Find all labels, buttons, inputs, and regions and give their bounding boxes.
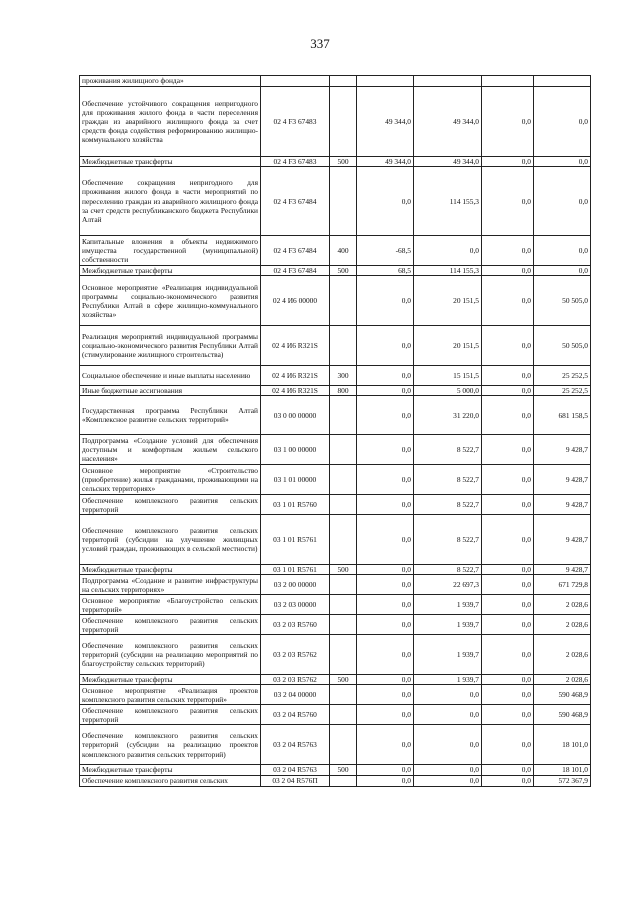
amount-cell: 0,0 xyxy=(482,87,534,157)
table-row xyxy=(80,565,591,575)
amount-cell: 0,0 xyxy=(357,495,414,515)
amount-cell: 681 158,5 xyxy=(534,396,591,435)
amount-cell: 0,0 xyxy=(357,435,414,465)
expense-type-cell xyxy=(330,167,357,236)
target-code-cell: 02 4 F3 67483 xyxy=(261,87,330,157)
amount-cell: 1 939,7 xyxy=(414,595,482,615)
amount-cell: 8 522,7 xyxy=(414,565,482,575)
amount-cell: 18 101,0 xyxy=(534,765,591,775)
amount-cell: 0,0 xyxy=(482,565,534,575)
amount-cell: 0,0 xyxy=(414,765,482,775)
amount-cell: 0,0 xyxy=(482,685,534,705)
amount-cell: 0,0 xyxy=(482,465,534,495)
expense-type-cell: 500 xyxy=(330,675,357,685)
amount-cell: 2 028,6 xyxy=(534,595,591,615)
amount-cell: 0,0 xyxy=(482,675,534,685)
amount-cell: 49 344,0 xyxy=(357,157,414,167)
table-row xyxy=(80,595,591,615)
expense-type-cell: 500 xyxy=(330,765,357,775)
expense-name-cell: Капитальные вложения в объекты недвижимого имущества государственной (муниципальной) собственности xyxy=(80,236,261,266)
amount-cell: 0,0 xyxy=(482,366,534,386)
amount-cell: 0,0 xyxy=(482,276,534,326)
amount-cell: 8 522,7 xyxy=(414,515,482,565)
table-row xyxy=(80,236,591,266)
table-row xyxy=(80,515,591,565)
expense-name-cell: Обеспечение комплексного развития сельских xyxy=(80,775,261,786)
expense-name-cell: Обеспечение устойчивого сокращения непригодного для проживания жилого фонда в части переселения граждан из аварийного жилищного фонда за счет средств фонда содействия реформированию жилищно-коммунального хозяйства xyxy=(80,87,261,157)
amount-cell: 9 428,7 xyxy=(534,565,591,575)
target-code-cell: 03 0 00 00000 xyxy=(261,396,330,435)
table-row xyxy=(80,575,591,595)
table-row xyxy=(80,386,591,396)
amount-cell: 0,0 xyxy=(482,326,534,366)
amount-cell: 20 151,5 xyxy=(414,326,482,366)
expense-type-cell xyxy=(330,725,357,765)
amount-cell: 0,0 xyxy=(357,775,414,786)
expense-type-cell: 500 xyxy=(330,565,357,575)
amount-cell: 2 028,6 xyxy=(534,675,591,685)
target-code-cell: 03 2 03 00000 xyxy=(261,595,330,615)
amount-cell: 49 344,0 xyxy=(414,157,482,167)
amount-cell: 1 939,7 xyxy=(414,675,482,685)
table-row xyxy=(80,685,591,705)
target-code-cell: 03 1 00 00000 xyxy=(261,435,330,465)
expense-name-cell: Основное мероприятие «Реализация индивидуальной программы социально-экономического развития Республики Алтай в сфере жилищно-коммунального хозяйства» xyxy=(80,276,261,326)
amount-cell: 0,0 xyxy=(414,725,482,765)
expense-name-cell: Основное мероприятие «Благоустройство сельских территорий» xyxy=(80,595,261,615)
table-row xyxy=(80,495,591,515)
expense-type-cell xyxy=(330,595,357,615)
table-row xyxy=(80,167,591,236)
amount-cell: 0,0 xyxy=(482,775,534,786)
expense-name-cell: Обеспечение сокращения непригодного для проживания жилого фонда в части мероприятий по переселению граждан из аварийного жилищного фонда за счет средств республиканского бюджета Республики Алтай xyxy=(80,167,261,236)
amount-cell: 0,0 xyxy=(357,765,414,775)
amount-cell: 0,0 xyxy=(357,326,414,366)
expense-name-cell: Межбюджетные трансферты xyxy=(80,765,261,775)
amount-cell xyxy=(357,76,414,87)
amount-cell: 0,0 xyxy=(482,386,534,396)
amount-cell: 0,0 xyxy=(482,266,534,276)
table-row xyxy=(80,765,591,775)
target-code-cell: 03 2 00 00000 xyxy=(261,575,330,595)
amount-cell: 9 428,7 xyxy=(534,465,591,495)
amount-cell: 0,0 xyxy=(357,675,414,685)
target-code-cell: 02 4 F3 67484 xyxy=(261,167,330,236)
expense-type-cell: 800 xyxy=(330,386,357,396)
amount-cell: 50 505,0 xyxy=(534,276,591,326)
expense-name-cell: Иные бюджетные ассигнования xyxy=(80,386,261,396)
target-code-cell: 02 4 F3 67484 xyxy=(261,266,330,276)
expense-type-cell xyxy=(330,575,357,595)
expense-name-cell: проживания жилищного фонда» xyxy=(80,76,261,87)
amount-cell: 0,0 xyxy=(357,366,414,386)
amount-cell: 0,0 xyxy=(534,87,591,157)
amount-cell: 0,0 xyxy=(357,725,414,765)
expense-type-cell xyxy=(330,705,357,725)
target-code-cell: 03 1 01 R5761 xyxy=(261,565,330,575)
table-row xyxy=(80,396,591,435)
amount-cell: 0,0 xyxy=(357,635,414,675)
expense-name-cell: Обеспечение комплексного развития сельских территорий (субсидии на реализацию мероприятий по благоустройству сельских территорий) xyxy=(80,635,261,675)
amount-cell: 20 151,5 xyxy=(414,276,482,326)
expense-name-cell: Социальное обеспечение и иные выплаты населению xyxy=(80,366,261,386)
budget-table xyxy=(79,75,591,787)
expense-name-cell: Обеспечение комплексного развития сельских территорий xyxy=(80,615,261,635)
amount-cell xyxy=(414,76,482,87)
amount-cell: 9 428,7 xyxy=(534,515,591,565)
page-number: 337 xyxy=(310,36,330,51)
amount-cell: 0,0 xyxy=(357,595,414,615)
expense-name-cell: Подпрограмма «Создание и развитие инфраструктуры на сельских территориях» xyxy=(80,575,261,595)
amount-cell: 0,0 xyxy=(482,725,534,765)
amount-cell: 0,0 xyxy=(357,685,414,705)
amount-cell: 0,0 xyxy=(482,515,534,565)
target-code-cell: 02 4 И6 R321S xyxy=(261,386,330,396)
amount-cell: 68,5 xyxy=(357,266,414,276)
table-row xyxy=(80,326,591,366)
expense-type-cell xyxy=(330,615,357,635)
amount-cell: 0,0 xyxy=(482,705,534,725)
amount-cell: -68,5 xyxy=(357,236,414,266)
amount-cell: 0,0 xyxy=(482,765,534,775)
target-code-cell: 03 1 01 R5760 xyxy=(261,495,330,515)
table-row xyxy=(80,435,591,465)
amount-cell: 1 939,7 xyxy=(414,635,482,675)
target-code-cell: 02 4 И6 R321S xyxy=(261,326,330,366)
expense-type-cell xyxy=(330,495,357,515)
expense-name-cell: Основное мероприятие «Реализация проектов комплексного развития сельских территорий» xyxy=(80,685,261,705)
amount-cell: 25 252,5 xyxy=(534,366,591,386)
amount-cell: 0,0 xyxy=(482,575,534,595)
table-row xyxy=(80,775,591,786)
amount-cell: 8 522,7 xyxy=(414,495,482,515)
amount-cell: 2 028,6 xyxy=(534,635,591,675)
table-row xyxy=(80,635,591,675)
target-code-cell: 03 2 04 R5763 xyxy=(261,725,330,765)
amount-cell: 572 367,9 xyxy=(534,775,591,786)
amount-cell: 0,0 xyxy=(414,685,482,705)
target-code-cell: 03 2 04 00000 xyxy=(261,685,330,705)
amount-cell: 49 344,0 xyxy=(414,87,482,157)
amount-cell: 25 252,5 xyxy=(534,386,591,396)
expense-name-cell: Межбюджетные трансферты xyxy=(80,157,261,167)
amount-cell xyxy=(534,76,591,87)
table-row xyxy=(80,465,591,495)
target-code-cell: 02 4 F3 67483 xyxy=(261,157,330,167)
expense-type-cell xyxy=(330,87,357,157)
table-row xyxy=(80,675,591,685)
amount-cell: 671 729,8 xyxy=(534,575,591,595)
amount-cell: 0,0 xyxy=(357,386,414,396)
amount-cell: 9 428,7 xyxy=(534,495,591,515)
expense-type-cell xyxy=(330,775,357,786)
amount-cell: 0,0 xyxy=(357,465,414,495)
expense-type-cell xyxy=(330,635,357,675)
table-row xyxy=(80,276,591,326)
expense-type-cell: 500 xyxy=(330,266,357,276)
target-code-cell: 02 4 F3 67484 xyxy=(261,236,330,266)
expense-type-cell xyxy=(330,326,357,366)
table-row xyxy=(80,266,591,276)
amount-cell xyxy=(482,76,534,87)
target-code-cell: 03 1 01 R5761 xyxy=(261,515,330,565)
amount-cell: 0,0 xyxy=(414,775,482,786)
expense-name-cell: Подпрограмма «Создание условий для обеспечения доступным и комфортным жильем сельского населения» xyxy=(80,435,261,465)
amount-cell: 0,0 xyxy=(482,495,534,515)
amount-cell: 0,0 xyxy=(357,515,414,565)
table-row xyxy=(80,615,591,635)
target-code-cell: 03 2 04 R576П xyxy=(261,775,330,786)
target-code-cell: 02 4 И6 R321S xyxy=(261,366,330,386)
amount-cell: 50 505,0 xyxy=(534,326,591,366)
expense-name-cell: Обеспечение комплексного развития сельских территорий xyxy=(80,495,261,515)
expense-name-cell: Межбюджетные трансферты xyxy=(80,675,261,685)
amount-cell: 9 428,7 xyxy=(534,435,591,465)
expense-type-cell xyxy=(330,515,357,565)
amount-cell: 0,0 xyxy=(482,236,534,266)
amount-cell: 0,0 xyxy=(534,157,591,167)
amount-cell: 2 028,6 xyxy=(534,615,591,635)
amount-cell: 22 697,3 xyxy=(414,575,482,595)
expense-type-cell xyxy=(330,76,357,87)
target-code-cell: 03 2 04 R5760 xyxy=(261,705,330,725)
amount-cell: 0,0 xyxy=(357,615,414,635)
expense-type-cell xyxy=(330,465,357,495)
amount-cell: 590 468,9 xyxy=(534,685,591,705)
table-row xyxy=(80,87,591,157)
amount-cell: 0,0 xyxy=(482,615,534,635)
target-code-cell: 03 2 03 R5762 xyxy=(261,675,330,685)
amount-cell: 0,0 xyxy=(357,705,414,725)
expense-type-cell: 400 xyxy=(330,236,357,266)
amount-cell: 0,0 xyxy=(534,167,591,236)
amount-cell: 15 151,5 xyxy=(414,366,482,386)
amount-cell: 0,0 xyxy=(414,705,482,725)
expense-name-cell: Основное мероприятие «Строительство (приобретение) жилья гражданами, проживающими на сельских территориях» xyxy=(80,465,261,495)
expense-name-cell: Межбюджетные трансферты xyxy=(80,565,261,575)
amount-cell: 0,0 xyxy=(357,565,414,575)
amount-cell: 0,0 xyxy=(482,157,534,167)
table-row xyxy=(80,366,591,386)
amount-cell: 0,0 xyxy=(482,435,534,465)
amount-cell: 0,0 xyxy=(357,396,414,435)
amount-cell: 8 522,7 xyxy=(414,465,482,495)
expense-type-cell xyxy=(330,276,357,326)
target-code-cell: 03 1 01 00000 xyxy=(261,465,330,495)
table-row xyxy=(80,705,591,725)
amount-cell: 49 344,0 xyxy=(357,87,414,157)
amount-cell: 0,0 xyxy=(534,266,591,276)
expense-type-cell xyxy=(330,685,357,705)
amount-cell: 0,0 xyxy=(482,595,534,615)
amount-cell: 0,0 xyxy=(357,276,414,326)
expense-type-cell: 300 xyxy=(330,366,357,386)
expense-name-cell: Обеспечение комплексного развития сельских территорий (субсидии на реализацию проектов комплексного развития сельских территорий) xyxy=(80,725,261,765)
target-code-cell: 03 2 03 R5760 xyxy=(261,615,330,635)
expense-name-cell: Реализация мероприятий индивидуальной программы социально-экономического развития Республики Алтай (стимулирование жилищного строительства) xyxy=(80,326,261,366)
amount-cell: 0,0 xyxy=(482,396,534,435)
amount-cell: 1 939,7 xyxy=(414,615,482,635)
target-code-cell: 03 2 04 R5763 xyxy=(261,765,330,775)
expense-name-cell: Обеспечение комплексного развития сельских территорий xyxy=(80,705,261,725)
amount-cell: 0,0 xyxy=(357,167,414,236)
amount-cell: 590 468,9 xyxy=(534,705,591,725)
amount-cell: 0,0 xyxy=(414,236,482,266)
expense-name-cell: Межбюджетные трансферты xyxy=(80,266,261,276)
expense-name-cell: Государственная программа Республики Алтай «Комплексное развитие сельских территорий» xyxy=(80,396,261,435)
target-code-cell: 02 4 И6 00000 xyxy=(261,276,330,326)
amount-cell: 0,0 xyxy=(482,635,534,675)
table-row xyxy=(80,157,591,167)
amount-cell: 0,0 xyxy=(482,167,534,236)
expense-type-cell xyxy=(330,396,357,435)
amount-cell: 114 155,3 xyxy=(414,266,482,276)
amount-cell: 5 000,0 xyxy=(414,386,482,396)
expense-name-cell: Обеспечение комплексного развития сельских территорий (субсидии на улучшение жилищных условий граждан, проживающих в сельской местности) xyxy=(80,515,261,565)
target-code-cell xyxy=(261,76,330,87)
table-row xyxy=(80,76,591,87)
amount-cell: 31 220,0 xyxy=(414,396,482,435)
table-row xyxy=(80,725,591,765)
amount-cell: 0,0 xyxy=(357,575,414,595)
amount-cell: 8 522,7 xyxy=(414,435,482,465)
target-code-cell: 03 2 03 R5762 xyxy=(261,635,330,675)
amount-cell: 0,0 xyxy=(534,236,591,266)
amount-cell: 18 101,0 xyxy=(534,725,591,765)
amount-cell: 114 155,3 xyxy=(414,167,482,236)
expense-type-cell: 500 xyxy=(330,157,357,167)
expense-type-cell xyxy=(330,435,357,465)
